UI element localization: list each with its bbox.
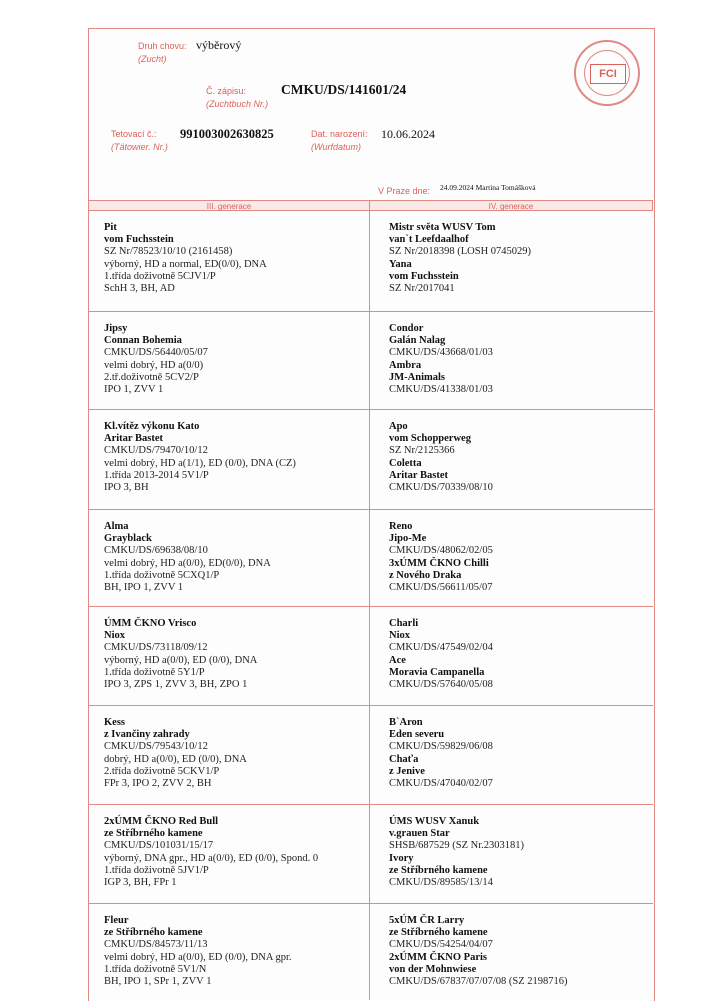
dog-name-line: Condor	[389, 323, 424, 334]
dog-detail-line: CMKU/DS/43668/01/03	[389, 347, 493, 359]
dog-detail-line: CMKU/DS/47549/02/04	[389, 642, 493, 654]
dog-name-line: Eden severu	[389, 729, 445, 741]
dog-detail-line: 1.třída doživotně 5V1/N	[104, 963, 207, 975]
birth-date-label: Dat. narození: (Wurfdatum)	[311, 129, 368, 152]
dog-detail-line: SZ Nr/2018398 (LOSH 0745029)	[389, 246, 532, 258]
dog-detail-line: CMKU/DS/73118/09/12	[104, 642, 208, 654]
dog-detail-line: CMKU/DS/57640/05/08	[389, 679, 493, 691]
dog-detail-line: CMKU/DS/59829/06/08	[389, 741, 493, 753]
dog-name-line: Grayblack	[104, 533, 152, 545]
generation-4-cell	[389, 816, 524, 889]
registry-number: CMKU/DS/141601/24	[281, 82, 407, 97]
dog-detail-line: SHSB/687529 (SZ Nr.2303181)	[389, 840, 525, 852]
generation-3-cell	[104, 816, 318, 889]
dog-detail-line: CMKU/DS/67837/07/07/08 (SZ 2198716)	[389, 976, 568, 988]
dog-detail-line: CMKU/DS/84573/11/13	[104, 939, 208, 951]
dog-name-line: Jipo-Me	[389, 533, 427, 545]
generation-4-cell	[389, 521, 493, 594]
generation-4-cell	[389, 915, 568, 988]
dog-detail-line: CMKU/DS/89585/13/14	[389, 877, 493, 889]
dog-name-line: 5xÚM ČR Larry	[389, 915, 465, 926]
dog-name-line: Reno	[389, 521, 413, 532]
dog-detail-line: CMKU/DS/79470/10/12	[104, 445, 208, 457]
dog-name-line: Ivory	[389, 852, 414, 864]
dog-name-line: B`Aron	[389, 717, 423, 728]
dog-detail-line: velmi dobrý, HD a(0/0), ED (0/0), DNA gpr.	[104, 951, 292, 963]
dog-detail-line: SZ Nr/78523/10/10 (2161458)	[104, 246, 233, 258]
tattoo-label: Tetovací č.: (Tätowier. Nr.)	[111, 129, 168, 152]
dog-name-line: Galán Nalag	[389, 335, 446, 347]
dog-name-line: ze Stříbrného kamene	[389, 864, 488, 876]
dog-detail-line: IPO 3, BH	[104, 482, 149, 494]
dog-name-line: vom Fuchsstein	[104, 234, 174, 246]
dog-detail-line: IPO 1, ZVV 1	[104, 384, 164, 396]
dog-detail-line: CMKU/DS/79543/10/12	[104, 741, 208, 753]
tattoo-number: 991003002630825	[180, 127, 274, 141]
dog-detail-line: SZ Nr/2017041	[389, 283, 455, 295]
registry-label: Č. zápisu: (Zuchtbuch Nr.)	[206, 86, 269, 109]
dog-detail-line: dobrý, HD a(0/0), ED (0/0), DNA	[104, 753, 247, 765]
dog-name-line: Kess	[104, 717, 125, 728]
dog-detail-line: BH, IPO 1, SPr 1, ZVV 1	[104, 976, 212, 988]
generation-4-cell	[389, 717, 493, 790]
breed-type-value: výběrový	[196, 38, 242, 52]
dog-name-line: von der Mohnwiese	[389, 963, 477, 975]
row-divider	[88, 705, 653, 706]
column-divider	[369, 200, 370, 1000]
dog-detail-line: výborný, HD a normal, ED(0/0), DNA	[104, 258, 267, 270]
dog-detail-line: výborný, HD a(0/0), ED (0/0), DNA	[104, 654, 258, 666]
dog-detail-line: 1.třída doživotně 5JV1/P	[104, 864, 209, 876]
dog-name-line: Pit	[104, 222, 117, 233]
dog-name-line: van`t Leefdaalhof	[389, 234, 469, 246]
generation-3-cell	[104, 717, 247, 790]
dog-name-line: Aritar Bastet	[104, 433, 163, 445]
dog-name-line: vom Fuchsstein	[389, 270, 459, 282]
dog-detail-line: IGP 3, BH, FPr 1	[104, 877, 177, 889]
dog-name-line: ze Stříbrného kamene	[389, 927, 488, 939]
dog-name-line: ÚMM ČKNO Vrisco	[104, 618, 197, 629]
dog-detail-line: CMKU/DS/56611/05/07	[389, 582, 493, 594]
dog-name-line: z Ivančiny zahrady	[104, 729, 190, 741]
dog-name-line: Niox	[104, 630, 125, 642]
dog-name-line: z Nového Draka	[389, 569, 462, 581]
generation-3-cell	[104, 618, 257, 691]
row-divider	[88, 509, 653, 510]
dog-detail-line: BH, IPO 1, ZVV 1	[104, 582, 184, 594]
dog-detail-line: velmi dobrý, HD a(1/1), ED (0/0), DNA (CZ)	[104, 457, 296, 469]
dog-detail-line: 1.třída doživotně 5Y1/P	[104, 666, 205, 678]
row-divider	[88, 903, 653, 904]
place-date-signature: 24.09.2024 Martina Tomášková	[440, 183, 536, 192]
dog-name-line: v.grauen Star	[389, 828, 450, 840]
fci-seal-icon: FCI	[574, 40, 640, 106]
dog-detail-line: CMKU/DS/70339/08/10	[389, 482, 493, 494]
generation-4-cell	[389, 421, 493, 494]
generation-4-cell	[389, 323, 493, 396]
row-divider	[88, 311, 653, 312]
generation-3-cell	[104, 323, 208, 396]
dog-name-line: Charli	[389, 618, 419, 629]
dog-name-line: z Jenive	[389, 765, 425, 777]
dog-name-line: Ace	[389, 654, 406, 666]
dog-detail-line: 2.tř.doživotně 5CV2/P	[104, 371, 199, 383]
dog-detail-line: velmi dobrý, HD a(0/0), ED(0/0), DNA	[104, 557, 271, 569]
generation-3-cell	[104, 915, 292, 988]
generation-4-cell	[389, 618, 493, 691]
dog-name-line: Alma	[104, 521, 129, 532]
dog-name-line: Mistr světa WUSV Tom	[389, 222, 496, 233]
dog-detail-line: 1.třída doživotně 5CJV1/P	[104, 270, 216, 282]
birth-date: 10.06.2024	[381, 127, 435, 141]
dog-detail-line: velmi dobrý, HD a(0/0)	[104, 359, 204, 371]
dog-name-line: ze Stříbrného kamene	[104, 828, 203, 840]
generation-4-cell	[389, 222, 531, 295]
dog-name-line: Ambra	[389, 359, 422, 371]
dog-detail-line: výborný, DNA gpr., HD a(0/0), ED (0/0), Spond. 0	[104, 852, 319, 864]
dog-name-line: ze Stříbrného kamene	[104, 927, 203, 939]
row-divider	[88, 804, 653, 805]
dog-name-line: JM-Animals	[389, 371, 445, 383]
column-header-generation-4: IV. generace	[369, 200, 653, 211]
dog-detail-line: CMKU/DS/69638/08/10	[104, 545, 208, 557]
dog-name-line: Chaťa	[389, 753, 419, 765]
dog-name-line: Aritar Bastet	[389, 469, 448, 481]
dog-name-line: Apo	[389, 421, 408, 432]
dog-name-line: 2xÚMM ČKNO Red Bull	[104, 816, 219, 827]
generation-3-cell	[104, 421, 296, 494]
dog-detail-line: 1.třída doživotně 5CXQ1/P	[104, 569, 220, 581]
dog-detail-line: SchH 3, BH, AD	[104, 283, 175, 295]
row-divider	[88, 606, 653, 607]
dog-detail-line: SZ Nr/2125366	[389, 445, 455, 457]
dog-name-line: Fleur	[104, 915, 129, 926]
dog-name-line: ÚMS WUSV Xanuk	[389, 816, 480, 827]
dog-detail-line: IPO 3, ZPS 1, ZVV 3, BH, ZPO 1	[104, 679, 248, 691]
generation-3-cell	[104, 222, 267, 295]
dog-name-line: Niox	[389, 630, 410, 642]
dog-detail-line: CMKU/DS/54254/04/07	[389, 939, 493, 951]
dog-detail-line: 2.třída doživotně 5CKV1/P	[104, 765, 220, 777]
dog-name-line: Jipsy	[104, 323, 128, 334]
row-divider	[88, 409, 653, 410]
dog-detail-line: CMKU/DS/47040/02/07	[389, 778, 493, 790]
dog-name-line: 3xÚMM ČKNO Chilli	[389, 557, 489, 569]
place-label: V Praze dne:	[378, 186, 431, 196]
column-header-generation-3: III. generace	[88, 200, 370, 211]
dog-name-line: 2xÚMM ČKNO Paris	[389, 951, 487, 963]
generation-3-cell	[104, 521, 271, 594]
dog-name-line: vom Schopperweg	[389, 433, 471, 445]
dog-name-line: Yana	[389, 258, 412, 270]
breed-type-label: Druh chovu: (Zucht)	[138, 41, 187, 64]
dog-detail-line: FPr 3, IPO 2, ZVV 2, BH	[104, 778, 212, 790]
dog-detail-line: CMKU/DS/48062/02/05	[389, 545, 493, 557]
dog-detail-line: CMKU/DS/41338/01/03	[389, 384, 493, 396]
dog-name-line: Coletta	[389, 457, 422, 469]
dog-detail-line: 1.třída 2013-2014 5V1/P	[104, 469, 209, 481]
dog-name-line: Connan Bohemia	[104, 335, 182, 347]
dog-name-line: Moravia Campanella	[389, 666, 485, 678]
dog-name-line: Kl.vítěz výkonu Kato	[104, 421, 200, 432]
dog-detail-line: CMKU/DS/101031/15/17	[104, 840, 214, 852]
dog-detail-line: CMKU/DS/56440/05/07	[104, 347, 208, 359]
